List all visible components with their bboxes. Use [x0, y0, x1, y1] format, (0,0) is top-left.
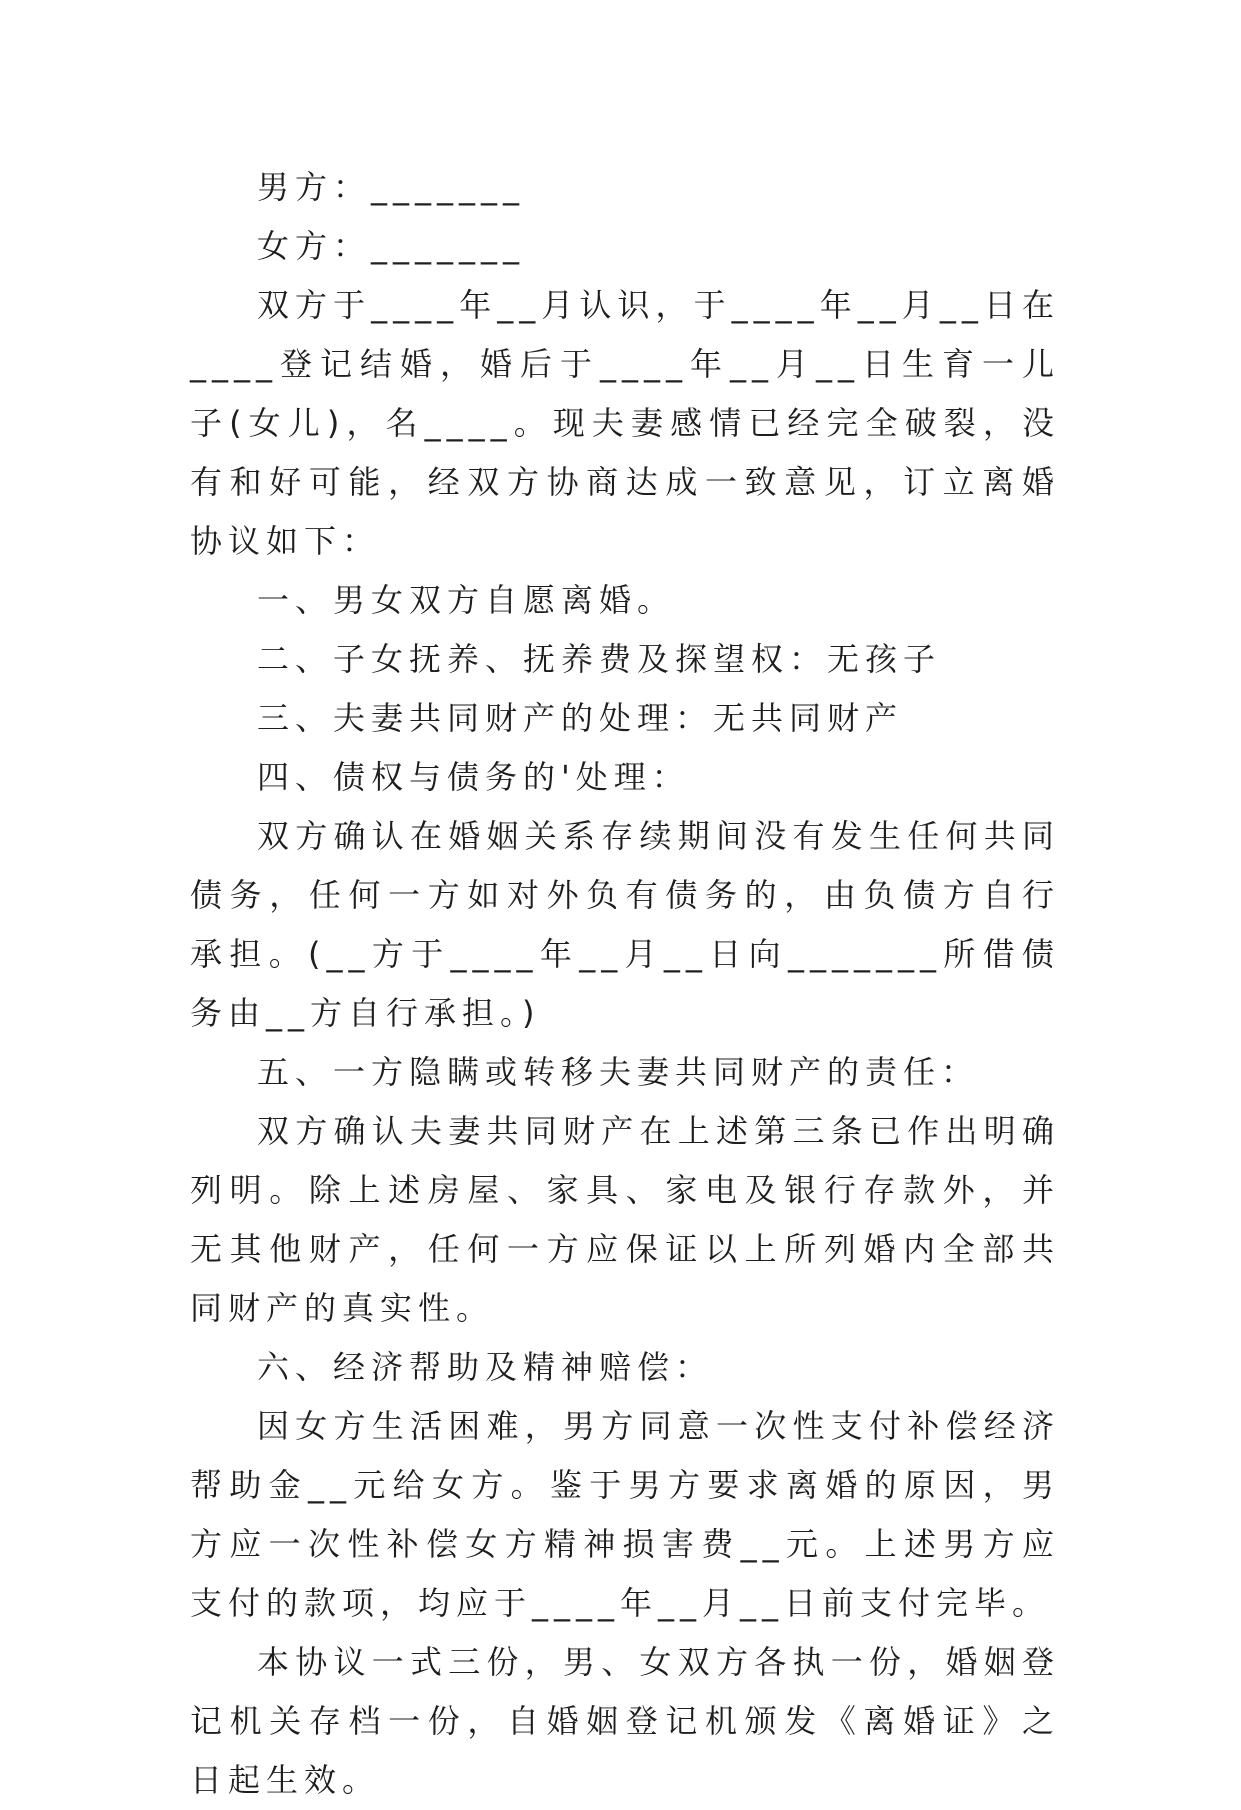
clause-5-heading: 五、一方隐瞒或转移夫妻共同财产的责任：	[257, 1053, 980, 1091]
clause-4-body: 双方确认在婚姻关系存续期间没有发生任何共同债务，任何一方如对外负有债务的，由负债方自行承担。(__方于____年__月__日向_______所借债务由__方自行承担。)	[190, 817, 1060, 1032]
clause-1-divorce: 一、男女双方自愿离婚。	[257, 581, 676, 619]
party-male-line: 男方：_______	[257, 168, 526, 206]
clause-6-heading: 六、经济帮助及精神赔偿：	[257, 1348, 714, 1386]
clause-3-property: 三、夫妻共同财产的处理：无共同财产	[257, 699, 904, 737]
document-body	[190, 158, 1060, 1810]
clause-6-body: 因女方生活困难，男方同意一次性支付补偿经济帮助金__元给女方。鉴于男方要求离婚的原因，男方应一次性补偿女方精神损害费__元。上述男方应支付的款项，均应于____年__月__日前支付完毕。	[190, 1407, 1060, 1622]
party-female-line: 女方：_______	[257, 227, 526, 265]
clause-4-heading: 四、债权与债务的'处理：	[257, 758, 690, 796]
closing-paragraph: 本协议一式三份，男、女双方各执一份，婚姻登记机关存档一份，自婚姻登记机颁发《离婚证》之日起生效。	[190, 1643, 1060, 1799]
clause-2-children: 二、子女抚养、抚养费及探望权：无孩子	[257, 640, 942, 678]
clause-5-body: 双方确认夫妻共同财产在上述第三条已作出明确列明。除上述房屋、家具、家电及银行存款外，并无其他财产，任何一方应保证以上所列婚内全部共同财产的真实性。	[190, 1112, 1060, 1327]
preamble-paragraph: 双方于____年__月认识，于____年__月__日在____登记结婚，婚后于____年__月__日生育一儿子(女儿)，名____。现夫妻感情已经完全破裂，没有和好可能，经双方协商达成一致意见，订立离婚协议如下：	[190, 286, 1060, 560]
